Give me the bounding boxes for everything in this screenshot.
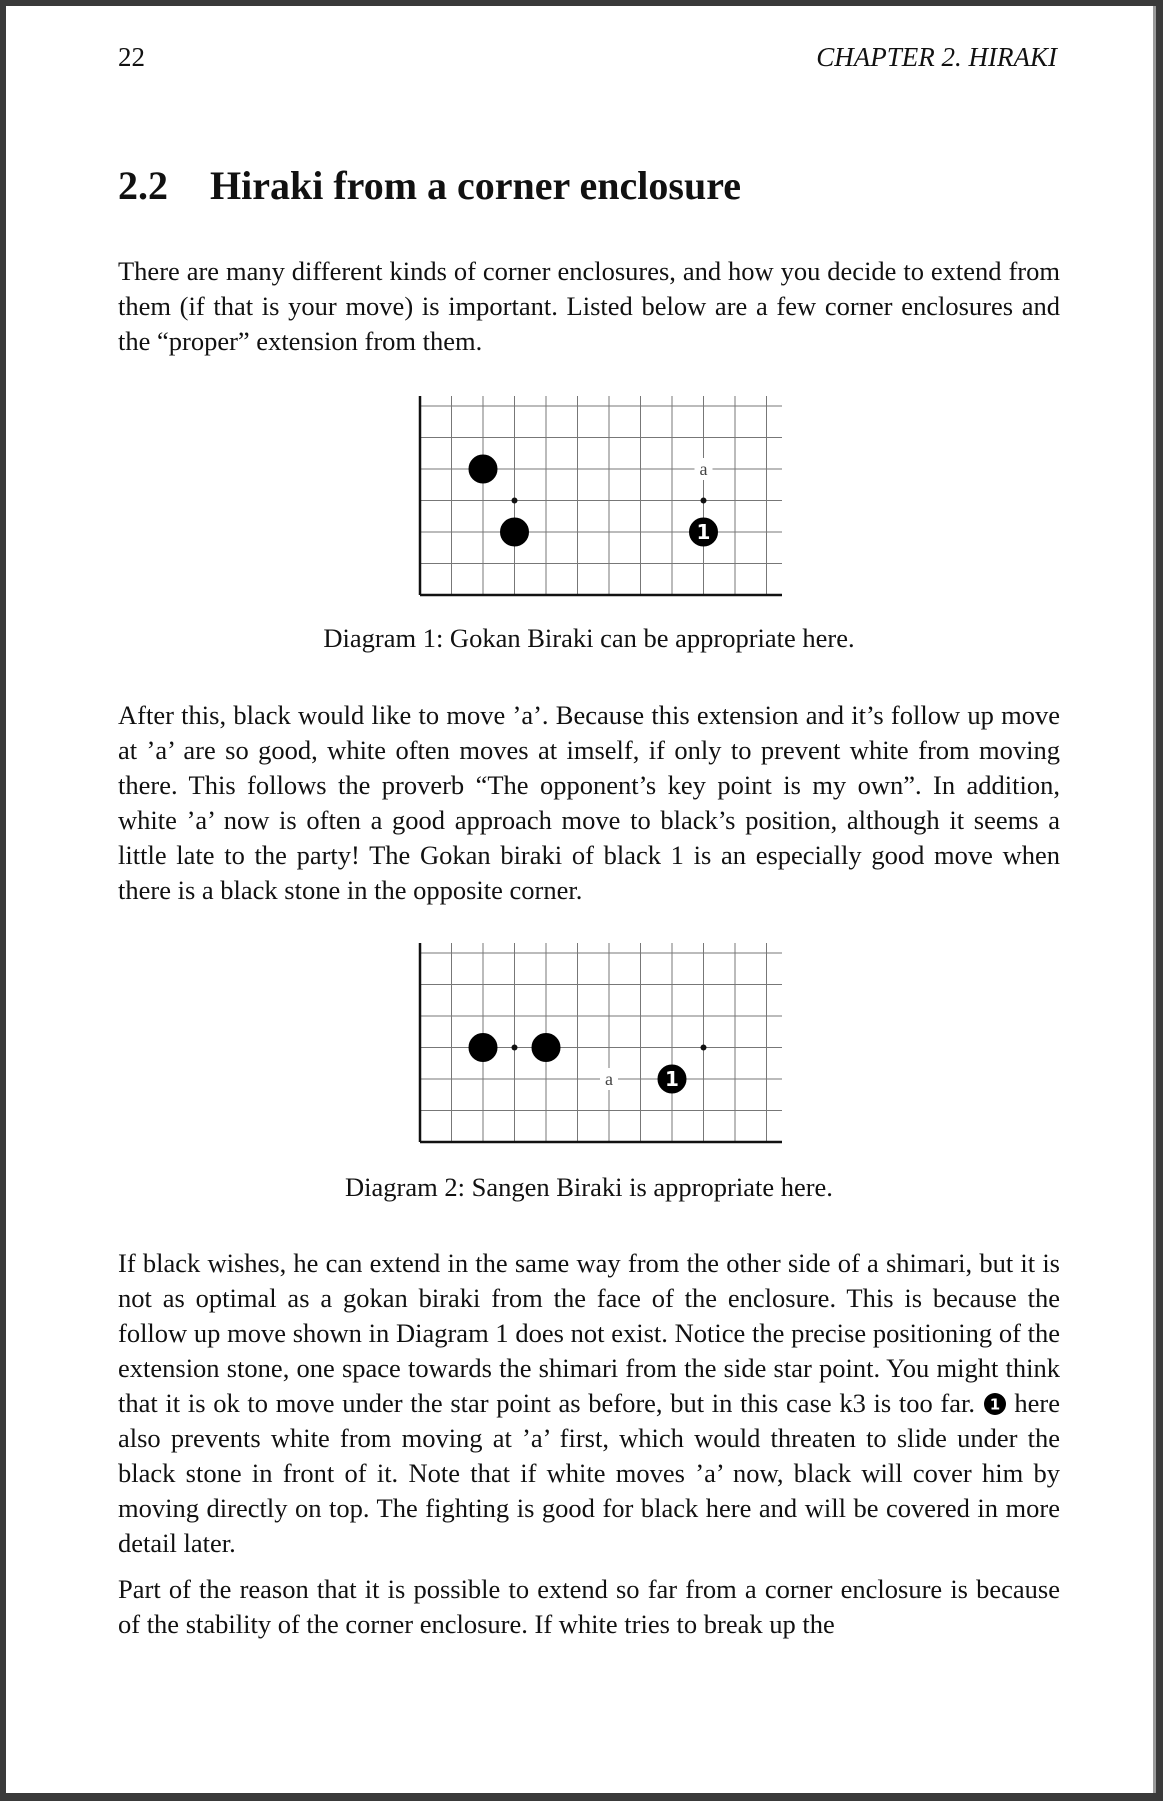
body-paragraph-1: After this, black would like to move ’a’. Because this extension and it’s follow up move at ’a’ are so good, white often moves at imself, if only to prevent white from moving there. This follows the proverb “The opponent’s key point is my own”. In addition, white ’a’ now is often a good approach move to black’s position, although it seems a little late to the party! The Gokan biraki of black 1 is an especially good move when there is a black stone in the opposite corner.	[118, 700, 1060, 905]
stone-number-label: 1	[665, 1067, 679, 1091]
diagram-1-caption: Diagram 1: Gokan Biraki can be appropriate here.	[323, 623, 855, 653]
body-paragraph-2-part1: If black wishes, he can extend in the same way from the other side of a shimari, but it is not as optimal as a gokan biraki from the face of the enclosure. This is because the follow up move shown in Diagram 1 does not exist. Notice the precise positioning of the extension stone, one space towards the shimari from the side star point. You might think that it is ok to move under the star point as before, but in this case k3 is too far.	[118, 1248, 1060, 1418]
intro-paragraph: There are many different kinds of corner enclosures, and how you decide to extend from them (if that is your move) is important. Listed below are a few corner enclosures and the “proper” extension from them.	[118, 256, 1060, 356]
star-point	[512, 1045, 518, 1051]
body-paragraph-2	[118, 1246, 1060, 1561]
inline-black-stone-icon	[983, 1392, 1007, 1416]
stone-number-label: 1	[696, 520, 711, 544]
star-point	[701, 1045, 707, 1051]
board-mark-label: a	[699, 459, 708, 479]
document-page	[6, 6, 1156, 1793]
black-stone	[501, 518, 529, 546]
section-title: Hiraki from a corner enclosure	[210, 163, 742, 208]
section-heading	[118, 162, 741, 209]
go-diagram-1	[410, 396, 782, 610]
running-header: CHAPTER 2. HIRAKI	[816, 42, 1057, 72]
diagram-2-caption: Diagram 2: Sangen Biraki is appropriate here.	[345, 1172, 833, 1202]
star-point	[512, 498, 518, 504]
inline-stone-label: 1	[989, 1395, 1000, 1414]
body-paragraph-2-part2: here also prevents white from moving at ’a’ first, which would threaten to slide under the black stone in front of it. Note that if white moves ’a’ now, black will cover him by moving directly on top. The fighting is good for black here and will be covered in more detail later.	[118, 1388, 1061, 1558]
go-diagram-2	[410, 943, 782, 1157]
page-number: 22	[118, 42, 145, 72]
body-paragraph-3: Part of the reason that it is possible to extend so far from a corner enclosure is because of the stability of the corner enclosure. If white tries to break up the	[118, 1574, 1060, 1639]
black-stone	[469, 455, 497, 483]
board-mark-label: a	[605, 1069, 613, 1089]
section-number: 2.2	[118, 163, 168, 208]
go-board-2	[410, 943, 782, 1157]
black-stone	[532, 1034, 560, 1062]
black-stone	[469, 1034, 497, 1062]
star-point	[701, 498, 707, 504]
go-board-1	[410, 396, 782, 610]
